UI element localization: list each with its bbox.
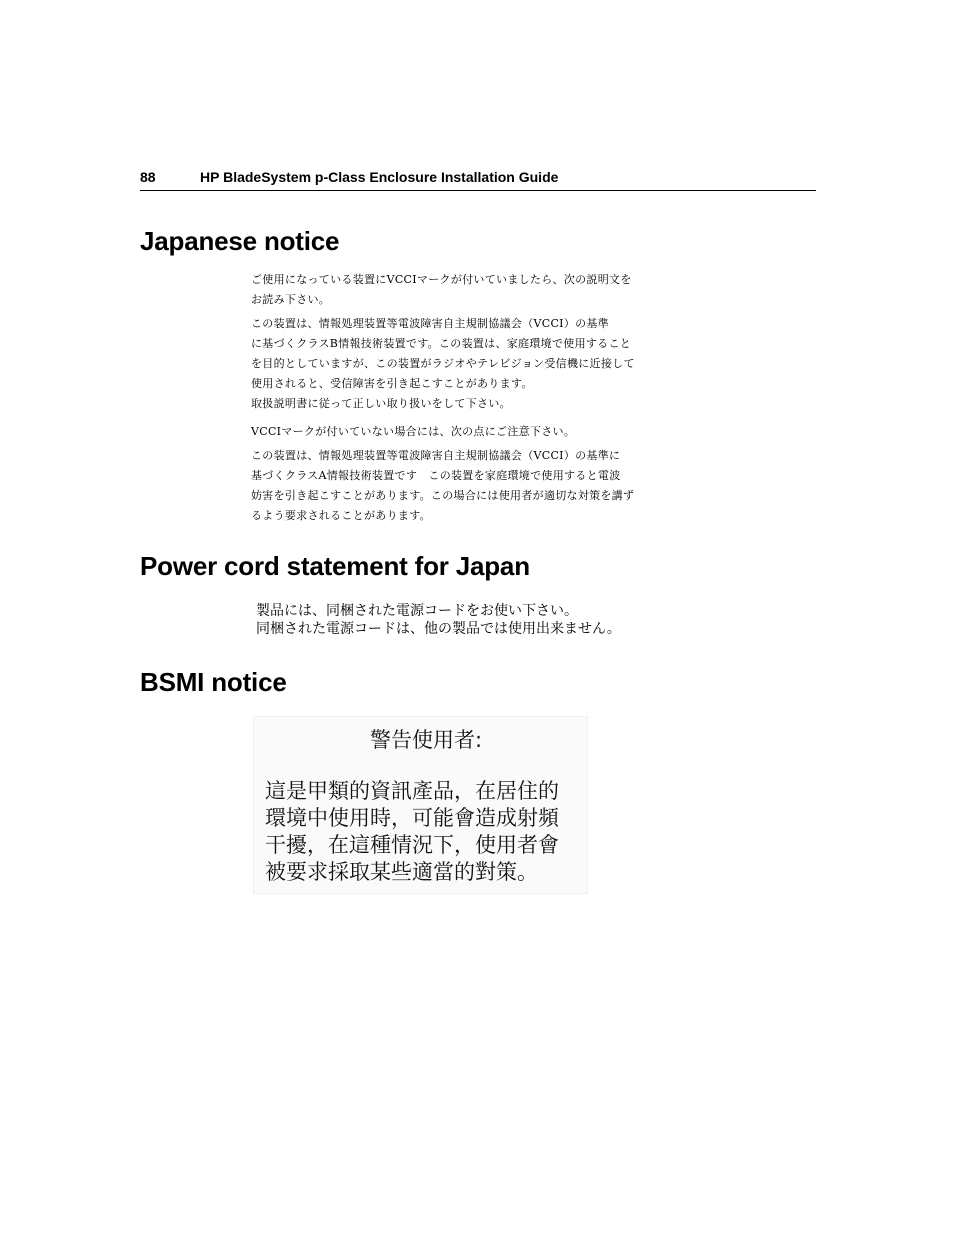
power-cord-line: 製品には、同梱された電源コードをお使い下さい。: [256, 603, 578, 619]
running-title: HP BladeSystem p-Class Enclosure Installation Guide: [200, 169, 559, 185]
vcci-class-b-line: に基づくクラスB情報技術装置です。この装置は、家庭環境で使用すること: [251, 337, 632, 350]
bsmi-warning-line: 干擾，在這種情況下，使用者會: [265, 833, 559, 857]
vcci-class-a-paragraph: [251, 446, 681, 526]
vcci-class-a-line: この装置は、情報処理装置等電波障害自主規制協議会（VCCI）の基準に: [251, 449, 621, 462]
vcci-class-b-paragraph: [251, 314, 681, 414]
vcci-intro-paragraph: [251, 270, 681, 310]
bsmi-warning-title: 警告使用者:: [370, 728, 483, 752]
vcci-class-b-line: この装置は、情報処理装置等電波障害自主規制協議会（VCCI）の基準: [251, 317, 610, 330]
vcci-class-b-line: 使用されると、受信障害を引き起こすことがあります。: [251, 377, 533, 390]
vcci-intro-line: ご使用になっている装置にVCCIマークが付いていましたら、次の説明文を: [251, 273, 632, 286]
power-cord-heading: Power cord statement for Japan: [140, 551, 530, 581]
vcci-class-a-line: るよう要求されることがあります。: [251, 509, 431, 522]
vcci-intro-line: お読み下さい。: [251, 293, 331, 306]
vcci-no-mark-line: VCCIマークが付いていない場合には、次の点にご注意下さい。: [251, 425, 576, 438]
vcci-class-b-line: 取扱説明書に従って正しい取り扱いをして下さい。: [251, 397, 511, 410]
bsmi-notice-heading: BSMI notice: [140, 667, 287, 697]
bsmi-warning-line: 這是甲類的資訊產品，在居住的: [265, 779, 559, 803]
vcci-no-mark-paragraph: [251, 422, 681, 442]
bsmi-notice-image: [253, 716, 588, 894]
page-number: 88: [140, 169, 156, 185]
bsmi-warning-line: 環境中使用時，可能會造成射頻: [265, 806, 559, 830]
page-header: [140, 168, 816, 191]
power-cord-statement: [256, 602, 696, 638]
vcci-class-b-line: を目的としていますが、この装置がラジオやテレビジョン受信機に近接して: [251, 357, 635, 370]
power-cord-line: 同梱された電源コードは、他の製品では使用出来ません。: [256, 621, 621, 637]
vcci-class-a-line: 妨害を引き起こすことがあります。この場合には使用者が適切な対策を講ず: [251, 489, 635, 502]
bsmi-warning-line: 被要求採取某些適當的對策。: [265, 860, 538, 884]
japanese-notice-heading: Japanese notice: [140, 226, 340, 256]
bsmi-warning-body: [265, 778, 559, 886]
vcci-class-a-line: 基づくクラスA情報技術装置です この装置を家庭環境で使用すると電波: [251, 469, 621, 482]
